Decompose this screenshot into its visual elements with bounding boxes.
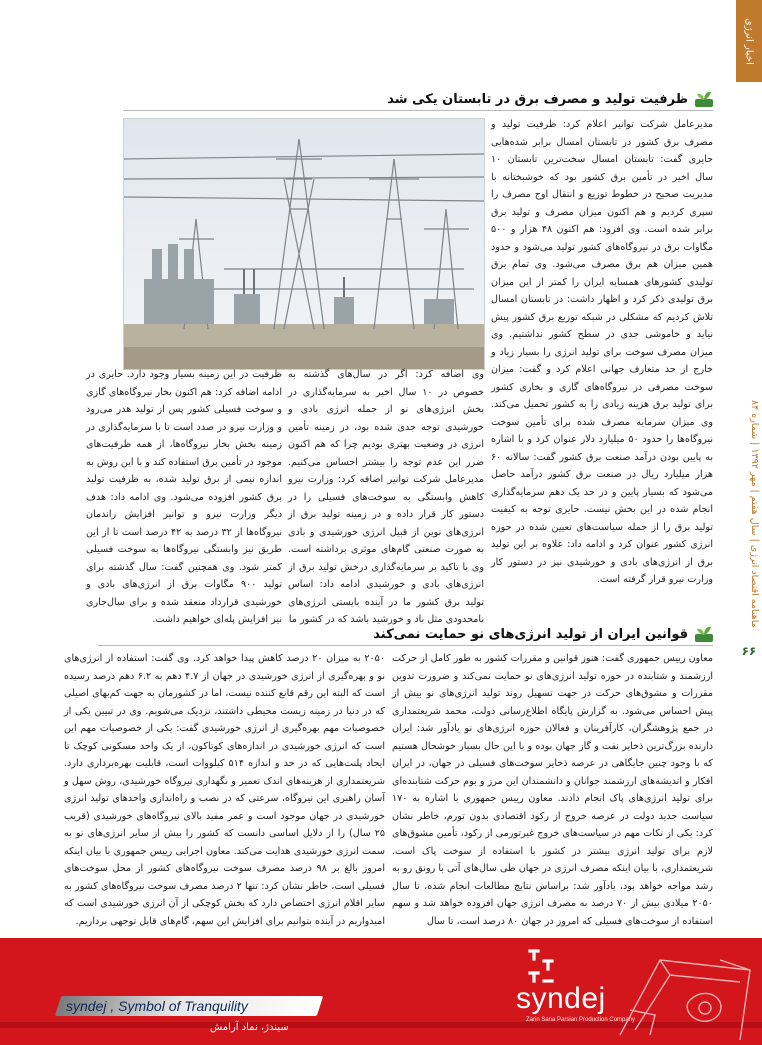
brand-subtitle: Zarin Sana Parsian Production Company bbox=[526, 1017, 636, 1023]
article2-column-right: معاون رییس جمهوری گفت: هنوز قوانین و مقررات کشور به طور کامل از حرکت ارزشمند و شتابنده در حوزه تولید انرژی‌های نو حمایت نمی‌کند و ضرورت تدوین مقررات و مشوق‌های حرکت در جهت تسهیل روند تولید انرژی‌های نو بیش از پیش احساس می‌شود. به گزارش پایگاه اطلاع‌رسانی دولت، محمد شریعتمداری در جمع پژوهشگران، کارآفرینان و فعالان حوزه انرژی‌های نو یادآور شد: ایران دارنده بزرگ‌ترین ذخایر نفت و گاز جهان بوده و با این حال بسیار خوشحال هستیم که با وجود چنین جایگاهی در عرصه ذخایر سوخت‌های فسیلی در جهان، در ایران افکار و اندیشه‌های ارزشمند جوانان و دانشمندان این مرز و بوم حرکت شتابنده‌ای برای تولید انرژی‌های پاک انجام دادند. معاون رییس جمهوری با اشاره به ۱۷۰ سیاست جدید دولت در عرصه خروج از رکود اقتصادی بدون تورم، خاطر نشان کرد: یکی از نکات مهم در سیاست‌های خروج غیرتورمی از رکود، تأمین مشوق‌های لازم برای تولید انرژی بیشتر در کشور با استفاده از سوخت پاک است. شریعتمداری، با بیان اینکه مصرف انرژی در جهان طی سال‌های آتی با رونق رو به رشد مواجه خواهد بود، یادآور شد: براساس نتایج مطالعات انجام شده، تا سال ۲۰۵۰ میلادی بیش از ۷۰ درصد به مصرف انرژی جهان افزوده خواهد شد و سهم استفاده از سوخت‌های فسیلی که امروز در جهان ۸۰ درصد است، تا سال bbox=[392, 653, 713, 927]
brand-name: syndej bbox=[516, 982, 606, 1015]
article2-title: قوانین ایران از تولید انرژی‌های نو حمایت نمی‌کند bbox=[373, 626, 688, 642]
syndej-logo-icon bbox=[520, 947, 566, 987]
slogan-en: syndej , Symbol of Tranquility bbox=[66, 998, 248, 1014]
sapling-icon bbox=[694, 90, 714, 108]
section-tab bbox=[736, 0, 762, 82]
article2-headline bbox=[373, 625, 714, 643]
sapling-icon bbox=[694, 625, 714, 643]
article1-column-left: ظرفیت در این زمینه بسیار وجود دارد. حایری در ادامه اضافه کرد: هم اکنون بخار نیروگاه‌های گازی و سوخت فسیلی کشور پس از تولید هدر می‌رود و وزارت نیرو در صدد است تا با سرمایه‌گذاری در زمینه بخش بخار نیروگاه‌ها، از همه ظرفیت‌های موجود در تأمین برق استفاده کند و با این روش به اندازه نیمی از برق تولید شده، به ظرفیت تولید برق کشور افزوده می‌شود. وی ادامه داد: هدف دیگر وزارت نیرو و توانیر افزایش راندمان نیروگاه‌ها از ۳۲ درصد به ۴۲ درصد است تا از این طریق نیز وابستگی نیروگاه‌ها به سوخت فسیلی کمتر شود. وی همچنین گفت: سال گذشته برای تولید ۹۰۰ مگاوات برق از انرژی‌های بادی و خورشیدی قرارداد منعقد شده و برای سال‌جاری نیز افزایش پله‌ای خواهیم داشت. bbox=[86, 369, 283, 625]
article2-rule bbox=[98, 645, 713, 646]
slogan-fa: سیندژ، نماد آرامش bbox=[210, 1022, 289, 1033]
article1-column-middle: وی اضافه کرد: اگر در سال‌های گذشته به خصوص در ۱۰ سال اخیر به سرمایه‌گذاری در بخش انرژی‌های نو از جمله انرژی بادی و خورشیدی توجه جدی شده بود، در زمینه تأمین انرژی در وضعیت بهتری بودیم چرا که هم اکنون ضرر این عدم توجه را بیشتر احساس می‌کنیم. مدیرعامل شرکت توانیر اضافه کرد: وزارت نیرو کاهش وابستگی به سوخت‌های فسیلی را در دستور کار قرار داده و در زمینه تولید برق از انرژی‌های نوین از قبیل انرژی خورشیدی و بادی به صورت صنعتی گام‌های موثری برداشته است. وی با تاکید بر سرمایه‌گذاری درخش تولید برق از انرژی‌های بادی و خورشیدی ادامه داد: اساس تولید برق کشور ما در آینده بایستی انرژی‌های نامحدودی مثل باد و خورشید باشد که در کشور ما bbox=[288, 369, 484, 625]
article2-column-left: ۲۰۵۰ به میزان ۲۰ درصد کاهش پیدا خواهد کرد. وی گفت: استفاده از انرژی‌های نو و بهره‌گیری از انرژی خورشیدی در جهان از ۴.۷ دهم به ۶.۲ دهم درصد رسیده است که البته این رقم قانع کننده نیست، اما در کشورمان به جهت کم‌بهای اصیلی که در دنیا در زمینه زیست محیطی داشتند، نزدیک می‌شویم. وی در تبیین یکی از خصوصیات مهم بهره‌گیری از انرژی خورشیدی گفت: یکی از خصوصیات مهم این است که انرژی خورشیدی در اندازه‌های کوتاکون، از یک واحد مسکونی کوچک تا ایجاد پلنت‌هایی که در حد و اندازه ۵۱۴ کیلووات است، قابلیت بهره‌برداری دارد. شریعتمداری از هزینه‌های اندک تعمیر و نگهداری نیروگاه خورشیدی، روش سهل و آسان راهبری این نیروگاه، سرعتی که در نصب و راه‌اندازی واحدهای تولید انرژی خورشیدی در جهان موجود است و عمر مفید بالای نیروگاه‌های خورشیدی (قریب ۲۵ سال) را از دلایل اساسی دانست که کشور را بیش از سایر انرژی‌های نو به سمت انرژی خورشیدی هدایت می‌کند. معاون اجرایی رییس جمهوری با بیان اینکه امروز بالغ بر ۹۸ درصد مصرف سوخت نیروگاه‌های کشور از محل سوخت‌های فسیلی است، خاطر نشان کرد: تنها ۲ درصد مصرف سوخت نیروگاه‌های کشور به سایر اقلام انرژی اختصاص دارد که بخش کوچکی از آن انرژی خورشیدی است که امیدواریم در آینده بتوانیم برای افزایش این سهم، گام‌های قابل توجهی برداریم. bbox=[64, 653, 385, 927]
device-outline-illustration bbox=[600, 940, 762, 1045]
substation-illustration bbox=[124, 119, 484, 369]
section-tab-label: اخبار انرژی bbox=[743, 17, 755, 65]
article1-column-right: مدیرعامل شرکت توانیر اعلام کرد: ظرفیت تولید و مصرف برق کشور در تابستان امسال برابر شده‌هایی حایری گفت: تابستان امسال سخت‌ترین تابستان ۱۰ سال اخیر در تأمین برق کشور بود که خوشبختانه با مدیریت صحیح در خطوط توزیع و انتقال اوج مصرف را سپری کردیم و هم اکنون میزان مصرف و تولید برق برابر شده است. وی افزود: هم اکنون ۴۸ هزار و ۵۰۰ مگاوات برق در نیروگاه‌های کشور تولید می‌شود و حدود همین میزان هم برق مصرف می‌شود. وی تمام برق تولیدی کشورهای همسایه ایران را کمتر از این میزان برق تولیدی ذکر کرد و اظهار داشت: در تابستان امسال تلاش کردیم که مشکلی در شبکه توزیع برق کشور پیش نیاید و خاموشی جدی در سطح کشور نداشتیم. وی میزان مصرف سوخت برای تولید انرژی را بسیار زیاد و خارج از حد متعارف جهانی اعلام کرد و گفت: میزان سوخت مصرفی در نیروگاه‌های گازی و بخاری کشور برای تولید برق هزینه زیادی را به کشور تحمیل می‌کند. وی میزان سرمایه مصرف شده برای تأمین سوخت نیروگاه‌ها را حدود ۵۰ میلیارد دلار عنوان کرد و با اشاره به پایین بودن درآمد صنعت برق کشور گفت: سالانه ۶۰ هزار میلیارد ریال در صنعت برق کشور درآمد حاصل می‌شود که بسیار پایین و در حد یک دهم سرمایه‌گذاری انجام شده در این بخش نیست. حایری توجه به کیفیت تولید برق را از جمله سیاست‌های تعیین شده در حوزه انرژی کشور عنوان کرد و ادامه داد: علاوه بر این تولید برق از انرژی‌های بادی و خورشیدی نیز در دستور کار وزارت نیرو قرار گرفته است. bbox=[491, 119, 713, 585]
issue-info: ماهنامه اقتصاد انرژی | سال هفتم | مهر ۱۳۹۲ | شماره ۸۴ bbox=[749, 400, 760, 628]
article1-title: ظرفیت تولید و مصرف برق در تابستان یکی شد bbox=[387, 91, 688, 107]
article1-rule bbox=[123, 110, 713, 111]
page-number: ۶۶ bbox=[741, 644, 757, 658]
substation-photo bbox=[123, 118, 485, 370]
article1-headline bbox=[387, 90, 714, 108]
